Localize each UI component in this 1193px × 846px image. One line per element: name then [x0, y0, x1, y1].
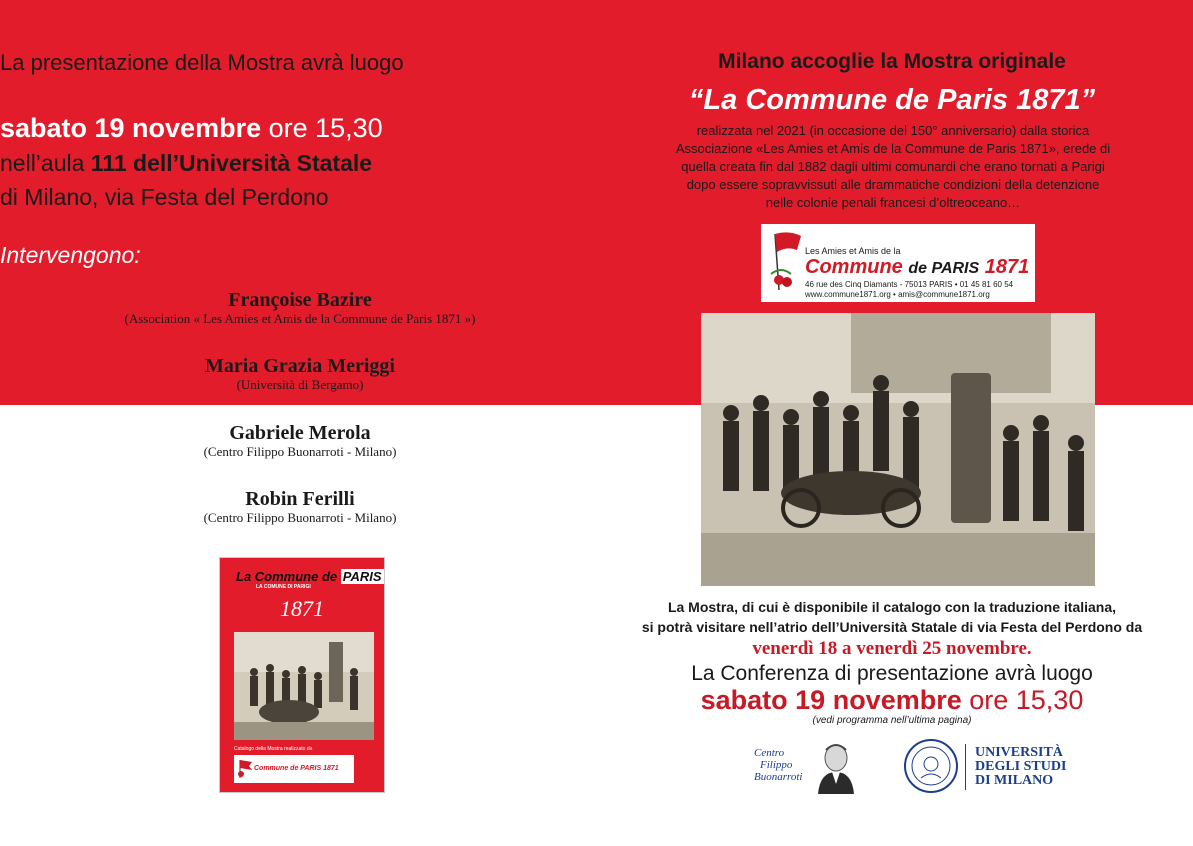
- presentation-address: di Milano, via Festa del Perdono: [0, 184, 329, 210]
- speaker-affiliation: (Association « Les Amies et Amis de la Commune de Paris 1871 »): [124, 311, 476, 326]
- catalog-title: La Commune de PARIS: [236, 569, 382, 584]
- speaker-affiliation: (Centro Filippo Buonarroti - Milano): [203, 444, 397, 459]
- catalog-photo: [234, 632, 374, 740]
- red-flag-icon: [769, 230, 803, 296]
- exhibition-heading: Milano accoglie la Mostra originale: [718, 50, 1066, 73]
- university-divider: [965, 744, 966, 790]
- speaker-name: Françoise Bazire: [228, 289, 372, 311]
- catalog-year: 1871: [280, 596, 324, 621]
- historical-photo: [701, 313, 1095, 586]
- buonarroti-portrait-icon: [812, 740, 860, 794]
- university-name: UNIVERSITÀ DEGLI STUDI DI MILANO: [975, 745, 1067, 788]
- presentation-room: nell’aula 111 dell’Università Statale: [0, 150, 373, 176]
- exhibition-info: La Mostra, di cui è disponibile il catalogo con la traduzione italiana, si potrà visitare nell’atrio dell’Università Statale di via Festa del Perdono da: [641, 599, 1143, 635]
- speakers-heading: Intervengono:: [0, 242, 141, 268]
- presentation-intro: La presentazione della Mostra avrà luogo: [0, 50, 404, 75]
- university-seal-icon: [903, 738, 959, 794]
- catalog-cover: [219, 557, 385, 793]
- speaker-name: Maria Grazia Meriggi: [205, 355, 395, 377]
- catalog-subtitle: LA COMUNE DI PARIGI: [256, 584, 311, 590]
- centro-buonarroti-logo: Centro Filippo Buonarroti: [754, 747, 803, 783]
- speaker-item: [0, 355, 600, 392]
- exhibition-title: “La Commune de Paris 1871”: [688, 84, 1096, 116]
- conference-date: sabato 19 novembre ore 15,30: [700, 685, 1084, 715]
- presentation-date: sabato 19 novembre ore 15,30: [0, 113, 383, 143]
- speaker-item: [0, 488, 600, 525]
- speaker-affiliation: (Centro Filippo Buonarroti - Milano): [203, 510, 397, 525]
- catalog-logo: Commune de PARIS 1871: [234, 755, 354, 783]
- conference-line: La Conferenza di presentazione avrà luogo: [691, 662, 1093, 685]
- exhibition-description: realizzata nel 2021 (in occasione del 150° anniversario) dalla storica Associazione «Les Amies et Amis de la Commune de Paris 1871», erede di quella creata fin dal 1882 dagli ultimi comunardi che erano tornati a Parigi dopo essere sopravvissuti alle drammatiche condizioni della detenzione nelle colonie penali francesi d’oltreoceano…: [675, 123, 1111, 210]
- association-logo: Les Amies et Amis de la Commune de PARIS 1871 46 rue des Cinq Diamants - 75013 PARIS • 01 45 81 60 54 www.commune1871.org • amis@commune1871.org: [761, 224, 1035, 302]
- speaker-item: [0, 422, 600, 459]
- speaker-affiliation: (Università di Bergamo): [236, 377, 364, 392]
- speaker-name: Gabriele Merola: [229, 422, 371, 444]
- catalog-caption: Catalogo della Mostra realizzato da: [234, 746, 313, 752]
- program-note: (vedi programma nell’ultima pagina): [812, 715, 972, 726]
- speaker-item: [0, 289, 600, 326]
- exhibition-dates: venerdì 18 a venerdì 25 novembre.: [752, 638, 1032, 659]
- speaker-name: Robin Ferilli: [245, 488, 355, 510]
